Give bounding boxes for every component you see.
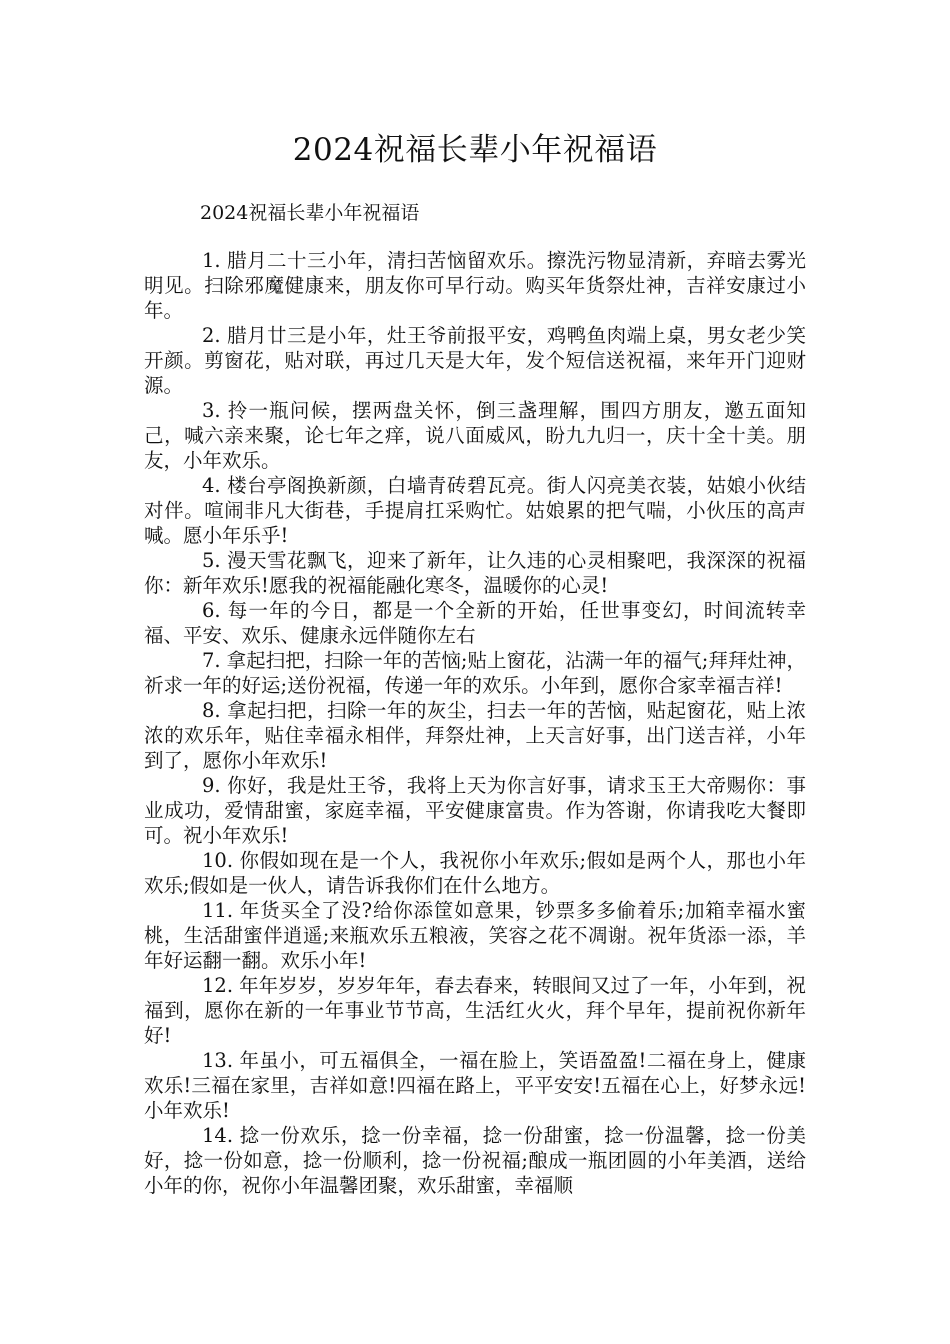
item-text: 年货买全了没?给你添筐如意果，钞票多多偷着乐;加箱幸福水蜜桃，生活甜蜜伴逍遥;来瓶欢乐五粮液，笑容之花不凋谢。祝年货添一添，羊年好运翻一翻。欢乐小年! [144,899,806,972]
item-text: 年年岁岁，岁岁年年，春去春来，转眼间又过了一年，小年到，祝福到，愿你在新的一年事业节节高，生活红火火，拜个早年，提前祝你新年好! [144,974,806,1047]
item-number: 1. [202,249,221,272]
document-title: 2024祝福长辈小年祝福语 [292,132,658,168]
item-text: 你假如现在是一个人，我祝你小年欢乐;假如是两个人，那也小年欢乐;假如是一伙人，请告诉我你们在什么地方。 [144,849,806,897]
item-text: 每一年的今日，都是一个全新的开始，任世事变幻，时间流转幸福、平安、欢乐、健康永远伴随你左右 [144,599,806,647]
greeting-item [144,248,806,323]
greeting-item [144,698,806,773]
greeting-item [144,548,806,598]
item-number: 2. [202,324,221,347]
item-number: 13. [202,1049,234,1072]
item-text: 拿起扫把，扫除一年的苦恼;贴上窗花，沾满一年的福气;拜拜灶神，祈求一年的好运;送份祝福，传递一年的欢乐。小年到，愿你合家幸福吉祥! [144,649,806,697]
item-number: 10. [202,849,234,872]
item-number: 11. [202,899,234,922]
greeting-item [144,648,806,698]
item-number: 4. [202,474,221,497]
item-number: 7. [202,649,221,672]
item-number: 9. [202,774,221,797]
document-subtitle: 2024祝福长辈小年祝福语 [200,202,420,224]
greeting-item [144,898,806,973]
item-number: 12. [202,974,234,997]
greeting-item [144,323,806,398]
greeting-item [144,773,806,848]
item-number: 14. [202,1124,234,1147]
item-text: 拎一瓶问候，摆两盘关怀，倒三盏理解，围四方朋友，邀五面知己，喊六亲来聚，论七年之痒，说八面威风，盼九九归一，庆十全十美。朋友，小年欢乐。 [144,399,806,472]
item-text: 腊月二十三小年，清扫苦恼留欢乐。擦洗污物显清新，弃暗去雾光明见。扫除邪魔健康来，朋友你可早行动。购买年货祭灶神，吉祥安康过小年。 [144,249,806,322]
item-text: 腊月廿三是小年，灶王爷前报平安，鸡鸭鱼肉端上桌，男女老少笑开颜。剪窗花，贴对联，再过几天是大年，发个短信送祝福，来年开门迎财源。 [144,324,806,397]
greeting-item [144,973,806,1048]
greeting-item [144,1048,806,1123]
item-text: 漫天雪花飘飞，迎来了新年，让久违的心灵相聚吧，我深深的祝福你：新年欢乐!愿我的祝福能融化寒冬，温暖你的心灵! [144,549,806,597]
greeting-list [144,248,806,1198]
item-text: 拿起扫把，扫除一年的灰尘，扫去一年的苦恼，贴起窗花，贴上浓浓的欢乐年，贴住幸福永相伴，拜祭灶神，上天言好事，出门送吉祥，小年到了，愿你小年欢乐! [144,699,806,772]
item-number: 6. [202,599,221,622]
item-number: 5. [202,549,221,572]
item-text: 你好，我是灶王爷，我将上天为你言好事，请求玉王大帝赐你：事业成功，爱情甜蜜，家庭幸福，平安健康富贵。作为答谢，你请我吃大餐即可。祝小年欢乐! [144,774,806,847]
item-text: 捻一份欢乐，捻一份幸福，捻一份甜蜜，捻一份温馨，捻一份美好，捻一份如意，捻一份顺利，捻一份祝福;酿成一瓶团圆的小年美酒，送给小年的你，祝你小年温馨团聚，欢乐甜蜜，幸福顺 [144,1124,806,1197]
item-number: 3. [202,399,221,422]
item-text: 楼台亭阁换新颜，白墙青砖碧瓦亮。街人闪亮美衣装，姑娘小伙结对伴。喧闹非凡大街巷，手提肩扛采购忙。姑娘累的把气喘，小伙压的高声喊。愿小年乐乎! [144,474,806,547]
greeting-item [144,848,806,898]
item-number: 8. [202,699,221,722]
item-text: 年虽小，可五福俱全，一福在脸上，笑语盈盈!二福在身上，健康欢乐!三福在家里，吉祥如意!四福在路上，平平安安!五福在心上，好梦永远!小年欢乐! [144,1049,806,1122]
greeting-item [144,473,806,548]
greeting-item [144,598,806,648]
greeting-item [144,1123,806,1198]
greeting-item [144,398,806,473]
